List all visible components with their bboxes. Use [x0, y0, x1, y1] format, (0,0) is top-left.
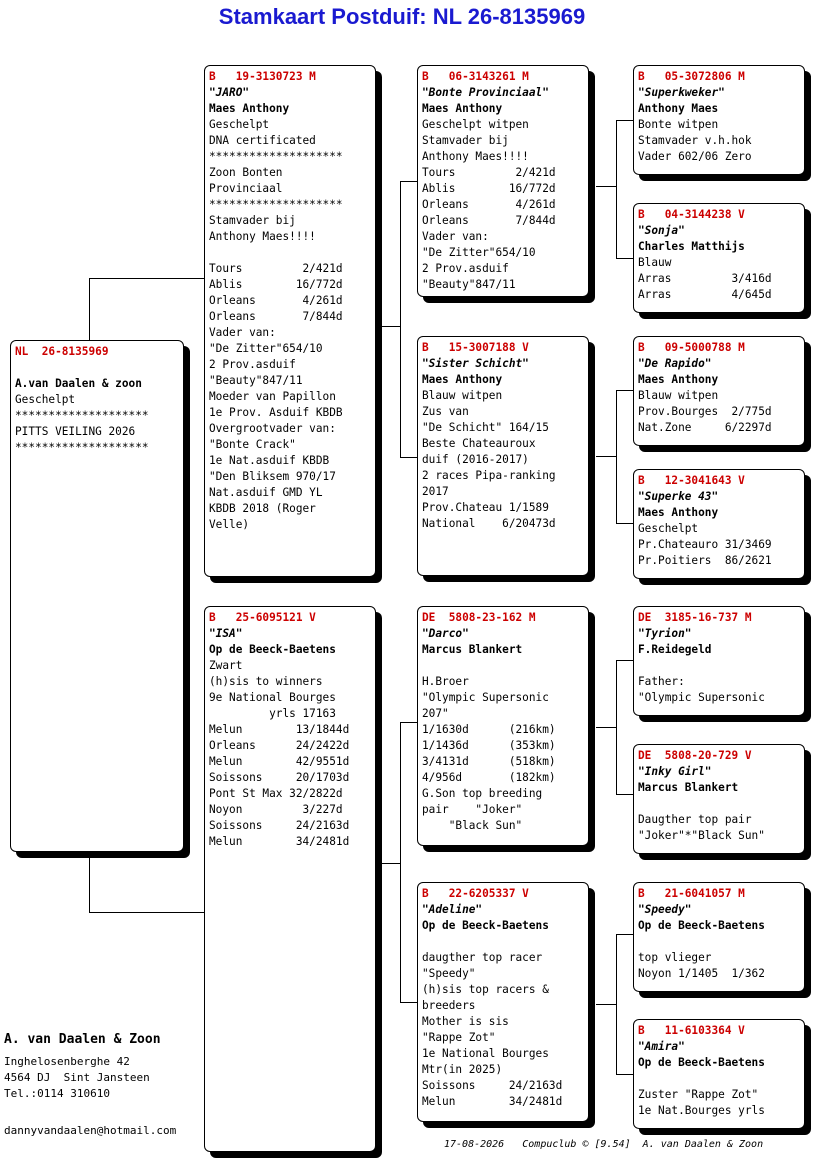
- card-line: [638, 1071, 801, 1087]
- card-line: 1e Nat.asduif KBDB: [209, 454, 330, 467]
- breeder-name: Marcus Blankert: [422, 643, 523, 656]
- card-sire-dam-sire[interactable]: [633, 336, 805, 446]
- card-line: Arras 3/416d: [638, 272, 772, 285]
- card-line: ********************: [15, 409, 149, 422]
- card-dam-dam[interactable]: [417, 882, 589, 1122]
- pigeon-name: "Amira": [638, 1040, 685, 1053]
- card-line: Blauw witpen: [638, 389, 719, 402]
- card-line: Melun 34/2481d: [209, 835, 350, 848]
- card-line: Daugther top pair: [638, 813, 752, 826]
- card-line: Geschelpt: [15, 393, 76, 406]
- card-line: Blauw: [638, 256, 672, 269]
- card-line: H.Broer: [422, 675, 469, 688]
- pigeon-name: "JARO": [209, 86, 250, 99]
- pigeon-name: "Sister Schicht": [422, 357, 529, 370]
- ring-number: B 15-3007188 V: [422, 341, 529, 354]
- card-line: KBDB 2018 (Roger: [209, 502, 316, 515]
- pigeon-name: "Inky Girl": [638, 765, 712, 778]
- card-line: Mother is sis: [422, 1015, 509, 1028]
- card-line: Soissons 20/1703d: [209, 771, 350, 784]
- card-line: "Joker"*"Black Sun": [638, 829, 765, 842]
- card-sire-dam-dam[interactable]: [633, 469, 805, 579]
- card-line: Geschelpt witpen: [422, 118, 529, 131]
- card-line: ********************: [15, 441, 149, 454]
- card-line: "Den Bliksem 970/17: [209, 470, 336, 483]
- card-line: "Beauty"847/11: [422, 278, 516, 291]
- owner-contact: [4, 1032, 161, 1102]
- card-line: PITTS VEILING 2026: [15, 425, 136, 438]
- card-line: Nat.Zone 6/2297d: [638, 421, 772, 434]
- card-line: Vader 602/06 Zero: [638, 150, 752, 163]
- card-line: Soissons 24/2163d: [422, 1079, 563, 1092]
- card-line: Zuster "Rappe Zot": [638, 1088, 759, 1101]
- ring-number: NL 26-8135969: [15, 345, 109, 358]
- card-line: Geschelpt: [209, 118, 270, 131]
- breeder-name: Marcus Blankert: [638, 781, 739, 794]
- card-line: 2 Prov.asduif: [209, 358, 296, 371]
- card-line: 1/1436d (353km): [422, 739, 556, 752]
- card-line: Orleans 7/844d: [209, 310, 343, 323]
- card-line: "Beauty"847/11: [209, 374, 303, 387]
- card-line: Pr.Chateauro 31/3469: [638, 538, 772, 551]
- card-line: Ablis 16/772d: [422, 182, 556, 195]
- owner-name: A. van Daalen & Zoon: [4, 1032, 161, 1047]
- card-line: Provinciaal: [209, 182, 283, 195]
- card-line: Vader van:: [209, 326, 276, 339]
- pigeon-name: "Adeline": [422, 903, 483, 916]
- ring-number: B 11-6103364 V: [638, 1024, 745, 1037]
- breeder-name: Anthony Maes: [638, 102, 719, 115]
- owner-phone: Tel.:0114 310610: [4, 1087, 110, 1100]
- pigeon-name: "De Rapido": [638, 357, 712, 370]
- card-line: [15, 360, 180, 376]
- card-line: [422, 934, 585, 950]
- card-dam-dam-sire[interactable]: [633, 882, 805, 992]
- card-line: Prov.Bourges 2/775d: [638, 405, 772, 418]
- card-line: Prov.Chateau 1/1589: [422, 501, 549, 514]
- card-line: top vlieger: [638, 951, 712, 964]
- breeder-name: Op de Beeck-Baetens: [422, 919, 549, 932]
- breeder-name: Charles Matthijs: [638, 240, 745, 253]
- card-line: Soissons 24/2163d: [209, 819, 350, 832]
- card-line: Orleans 24/2422d: [209, 739, 350, 752]
- card-line: Ablis 16/772d: [209, 278, 343, 291]
- card-line: DNA certificated: [209, 134, 316, 147]
- card-line: ********************: [209, 198, 343, 211]
- breeder-name: Maes Anthony: [638, 506, 719, 519]
- card-line: 2 races Pipa-ranking: [422, 469, 556, 482]
- card-sire-sire-dam[interactable]: [633, 203, 805, 313]
- card-line: Tours 2/421d: [422, 166, 556, 179]
- card-line: A.van Daalen & zoon: [15, 377, 142, 390]
- card-line: Stamvader bij: [209, 214, 296, 227]
- card-line: Orleans 7/844d: [422, 214, 556, 227]
- card-line: yrls 17163: [209, 707, 336, 720]
- card-line: Pont St Max 32/2822d: [209, 787, 343, 800]
- card-line: "Bonte Crack": [209, 438, 296, 451]
- card-line: pair "Joker": [422, 803, 523, 816]
- card-line: Arras 4/645d: [638, 288, 772, 301]
- card-line: Bonte witpen: [638, 118, 719, 131]
- card-line: Blauw witpen: [422, 389, 503, 402]
- ring-number: B 06-3143261 M: [422, 70, 529, 83]
- page-title: Stamkaart Postduif: NL 26-8135969: [218, 4, 586, 29]
- card-line: "Speedy": [422, 967, 476, 980]
- breeder-name: Maes Anthony: [638, 373, 719, 386]
- pigeon-name: "Tyrion": [638, 627, 692, 640]
- ring-number: B 05-3072806 M: [638, 70, 745, 83]
- card-line: "De Zitter"654/10: [209, 342, 323, 355]
- pigeon-name: "ISA": [209, 627, 243, 640]
- card-line: Anthony Maes!!!!: [422, 150, 529, 163]
- card-line: 2017: [422, 485, 449, 498]
- card-line: [638, 658, 801, 674]
- pigeon-name: "Bonte Provinciaal": [422, 86, 549, 99]
- card-line: (h)sis top racers &: [422, 983, 549, 996]
- card-line: 1e Prov. Asduif KBDB: [209, 406, 343, 419]
- card-line: Noyon 1/1405 1/362: [638, 967, 765, 980]
- card-line: duif (2016-2017): [422, 453, 529, 466]
- breeder-name: Op de Beeck-Baetens: [638, 1056, 765, 1069]
- ring-number: B 21-6041057 M: [638, 887, 745, 900]
- card-line: "Olympic Supersonic: [638, 691, 765, 704]
- card-line: [638, 796, 801, 812]
- card-line: [638, 934, 801, 950]
- card-line: Melun 34/2481d: [422, 1095, 563, 1108]
- card-line: Overgrootvader van:: [209, 422, 336, 435]
- ring-number: B 22-6205337 V: [422, 887, 529, 900]
- ring-number: B 25-6095121 V: [209, 611, 316, 624]
- card-line: 1e National Bourges: [422, 1047, 549, 1060]
- card-line: Zus van: [422, 405, 469, 418]
- card-subject[interactable]: [10, 340, 184, 852]
- card-line: Zwart: [209, 659, 243, 672]
- card-line: Orleans 4/261d: [422, 198, 556, 211]
- card-line: Tours 2/421d: [209, 262, 343, 275]
- breeder-name: Maes Anthony: [422, 102, 503, 115]
- card-line: G.Son top breeding: [422, 787, 543, 800]
- breeder-name: Maes Anthony: [422, 373, 503, 386]
- card-dam-sire[interactable]: [417, 606, 589, 846]
- card-dam[interactable]: [204, 606, 376, 1152]
- card-line: "De Schicht" 164/15: [422, 421, 549, 434]
- ring-number: DE 5808-20-729 V: [638, 749, 752, 762]
- breeder-name: F.Reidegeld: [638, 643, 712, 656]
- card-line: 3/4131d (518km): [422, 755, 556, 768]
- card-line: Vader van:: [422, 230, 489, 243]
- card-line: "De Zitter"654/10: [422, 246, 536, 259]
- card-sire-sire[interactable]: [417, 65, 589, 297]
- card-line: Beste Chateauroux: [422, 437, 536, 450]
- card-line: Melun 13/1844d: [209, 723, 350, 736]
- owner-email[interactable]: dannyvandaalen@hotmail.com: [4, 1124, 177, 1137]
- ring-number: B 12-3041643 V: [638, 474, 745, 487]
- card-sire[interactable]: [204, 65, 376, 577]
- card-line: National 6/20473d: [422, 517, 556, 530]
- card-line: "Black Sun": [422, 819, 523, 832]
- ring-number: DE 3185-16-737 M: [638, 611, 752, 624]
- card-dam-sire-dam[interactable]: [633, 744, 805, 854]
- card-line: Father:: [638, 675, 685, 688]
- footer-text: 17-08-2026 Compuclub © [9.54] A. van Daalen & Zoon: [444, 1139, 764, 1150]
- card-line: 4/956d (182km): [422, 771, 556, 784]
- card-line: Mtr(in 2025): [422, 1063, 503, 1076]
- card-line: daugther top racer: [422, 951, 543, 964]
- card-line: ********************: [209, 150, 343, 163]
- card-line: Nat.asduif GMD YL: [209, 486, 323, 499]
- card-sire-sire-sire[interactable]: [633, 65, 805, 175]
- card-sire-dam[interactable]: [417, 336, 589, 576]
- ring-number: DE 5808-23-162 M: [422, 611, 536, 624]
- pigeon-name: "Speedy": [638, 903, 692, 916]
- card-line: (h)sis to winners: [209, 675, 323, 688]
- card-line: Stamvader v.h.hok: [638, 134, 752, 147]
- card-line: 1e Nat.Bourges yrls: [638, 1104, 765, 1117]
- ring-number: B 19-3130723 M: [209, 70, 316, 83]
- card-line: Pr.Poitiers 86/2621: [638, 554, 772, 567]
- breeder-name: Maes Anthony: [209, 102, 290, 115]
- pigeon-name: "Superkweker": [638, 86, 725, 99]
- card-line: 207": [422, 707, 449, 720]
- card-line: Moeder van Papillon: [209, 390, 336, 403]
- card-line: "Rappe Zot": [422, 1031, 496, 1044]
- card-line: Geschelpt: [638, 522, 699, 535]
- breeder-name: Op de Beeck-Baetens: [638, 919, 765, 932]
- pigeon-name: "Sonja": [638, 224, 685, 237]
- card-line: 1/1630d (216km): [422, 723, 556, 736]
- card-dam-dam-dam[interactable]: [633, 1019, 805, 1129]
- card-line: Anthony Maes!!!!: [209, 230, 316, 243]
- card-dam-sire-sire[interactable]: [633, 606, 805, 716]
- card-line: Orleans 4/261d: [209, 294, 343, 307]
- pigeon-name: "Superke 43": [638, 490, 719, 503]
- card-line: 2 Prov.asduif: [422, 262, 509, 275]
- breeder-name: Op de Beeck-Baetens: [209, 643, 336, 656]
- card-line: "Olympic Supersonic: [422, 691, 549, 704]
- pigeon-name: "Darco": [422, 627, 469, 640]
- card-line: breeders: [422, 999, 476, 1012]
- card-line: Melun 42/9551d: [209, 755, 350, 768]
- card-line: 9e National Bourges: [209, 691, 336, 704]
- card-line: [422, 658, 585, 674]
- ring-number: B 04-3144238 V: [638, 208, 745, 221]
- card-line: Noyon 3/227d: [209, 803, 343, 816]
- card-line: Zoon Bonten: [209, 166, 283, 179]
- ring-number: B 09-5000788 M: [638, 341, 745, 354]
- owner-address-line2: 4564 DJ Sint Jansteen: [4, 1071, 150, 1084]
- card-line: Stamvader bij: [422, 134, 509, 147]
- card-line: Velle): [209, 518, 250, 531]
- owner-address-line1: Inghelosenberghe 42: [4, 1055, 130, 1068]
- card-line: [209, 245, 372, 261]
